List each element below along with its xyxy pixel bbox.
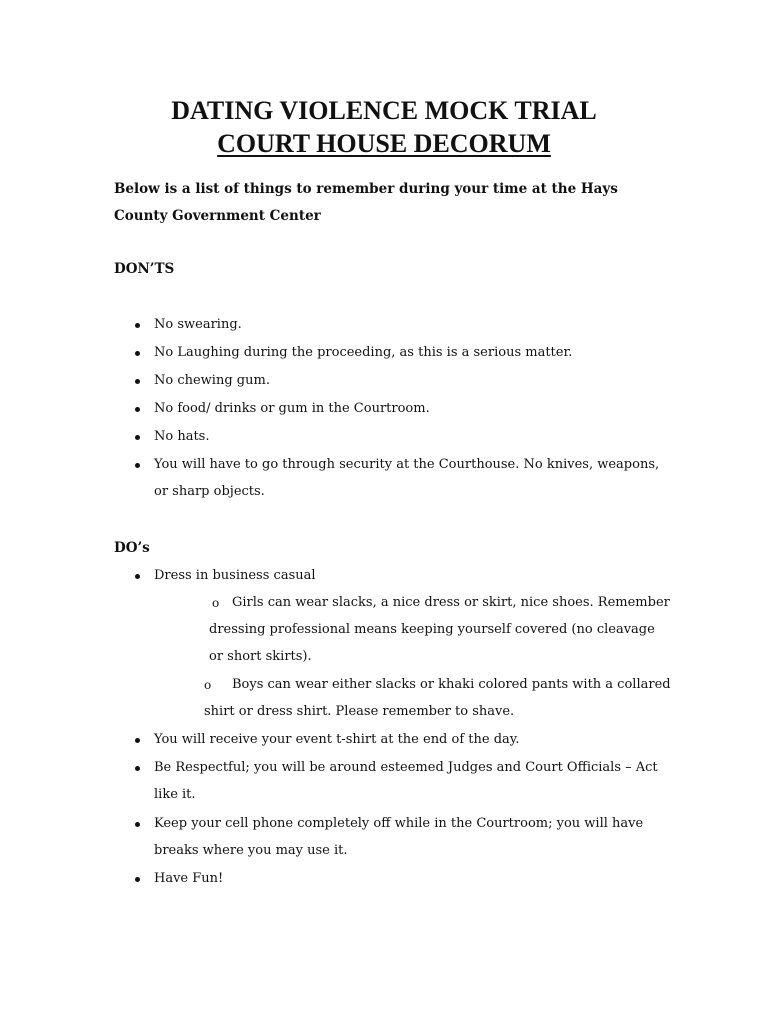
dos-sub-item: Boys can wear either slacks or khaki colored pants with a collared [232,677,671,692]
circle-bullet-icon: o [204,678,212,692]
dos-item: Have Fun! [154,871,224,886]
bullet-icon [135,371,140,384]
bullet-icon [135,758,140,771]
bullet-icon [135,455,140,468]
dos-heading: DO’s [114,540,150,556]
bullet-icon [135,814,140,827]
dos-item-continued: breaks where you may use it. [154,843,348,858]
document-title-line-2-text: COURT HOUSE DECORUM [217,129,551,158]
dos-sub-item: Girls can wear slacks, a nice dress or skirt, nice shoes. Remember [232,595,670,610]
circle-bullet-icon: o [212,596,220,610]
bullet-icon [135,730,140,743]
donts-item: You will have to go through security at the Courthouse. No knives, weapons, [154,457,660,472]
donts-item: No Laughing during the proceeding, as this is a serious matter. [154,345,573,360]
bullet-icon [135,399,140,412]
donts-item: No hats. [154,429,210,444]
donts-item: No swearing. [154,317,242,332]
bullet-icon [135,343,140,356]
donts-item-continued: or sharp objects. [154,484,265,499]
dos-item-continued: like it. [154,787,196,802]
dos-item: Dress in business casual [154,568,316,583]
dos-sub-item-continued: dressing professional means keeping yourself covered (no cleavage [209,622,655,637]
dos-item: You will receive your event t-shirt at the end of the day. [154,732,520,747]
donts-item: No food/ drinks or gum in the Courtroom. [154,401,430,416]
dos-item: Be Respectful; you will be around esteemed Judges and Court Officials – Act [154,760,658,775]
bullet-icon [135,566,140,579]
bullet-icon [135,869,140,882]
document-title-line-2 [0,129,768,159]
dos-sub-item-continued: or short skirts). [209,649,312,664]
donts-heading: DON’TS [114,261,175,277]
dos-item: Keep your cell phone completely off while in the Courtroom; you will have [154,816,644,831]
intro-paragraph: Below is a list of things to remember during your time at the Hays County Government Center [114,181,618,224]
bullet-icon [135,315,140,328]
document-title-line-1: DATING VIOLENCE MOCK TRIAL [171,96,597,125]
bullet-icon [135,427,140,440]
dos-sub-item-continued: shirt or dress shirt. Please remember to shave. [204,704,515,719]
donts-item: No chewing gum. [154,373,270,388]
